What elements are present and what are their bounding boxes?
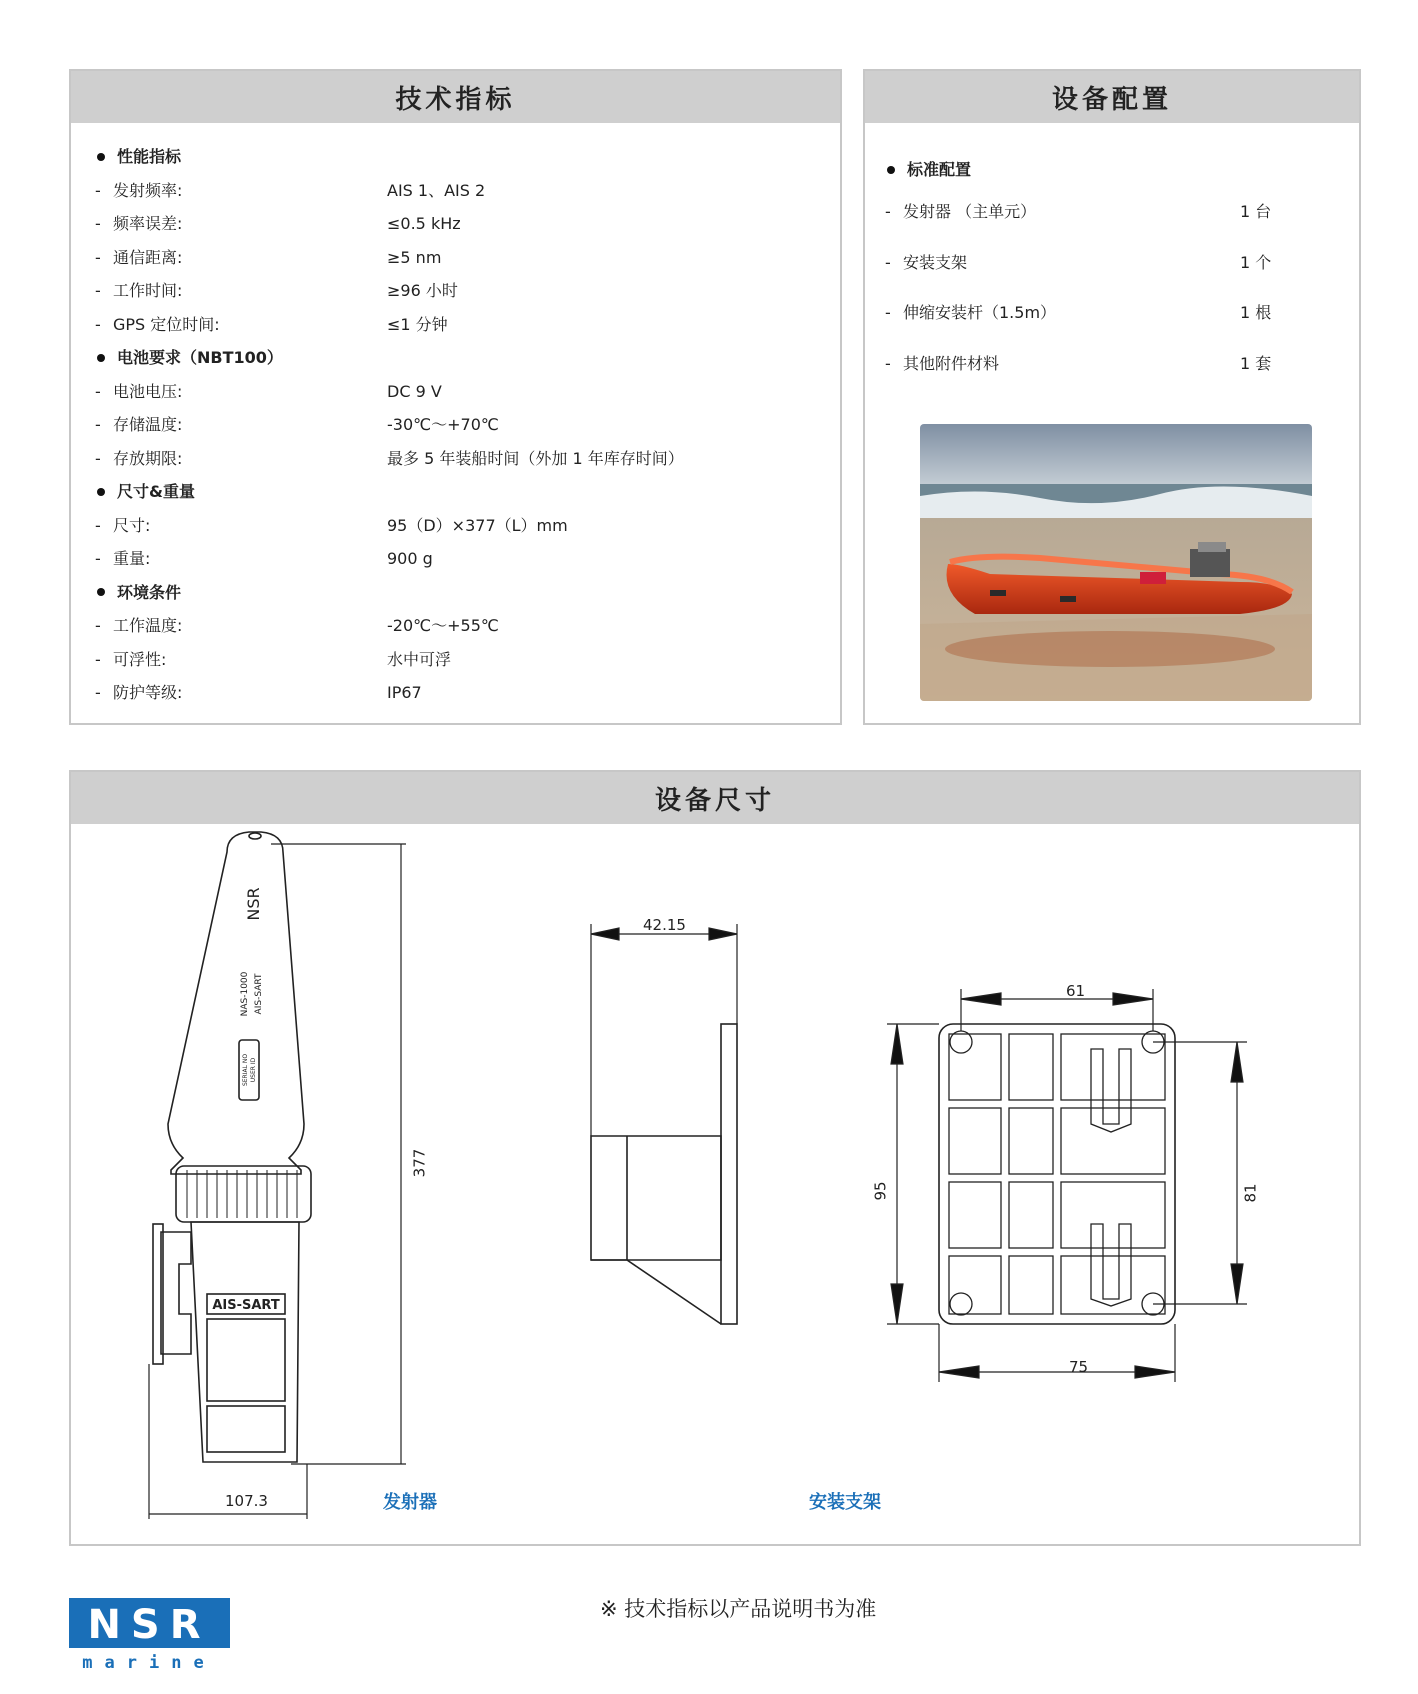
height-label: 377 <box>410 1148 429 1178</box>
spec-section-heading: 性能指标 <box>95 147 830 181</box>
spec-value: 水中可浮 <box>387 649 452 669</box>
footnote: ※ 技术指标以产品说明书为准 <box>600 1597 877 1621</box>
spec-row: - 发射频率: AIS 1、AIS 2 <box>95 180 486 200</box>
spec-row: - GPS 定位时间: ≤1 分钟 <box>95 314 448 334</box>
spec-row: - 防护等级: IP67 <box>95 683 422 702</box>
spec-value: ≤0.5 kHz <box>387 214 461 233</box>
spec-value: 900 g <box>387 549 433 568</box>
config-list <box>885 157 1339 401</box>
spec-value: AIS 1、AIS 2 <box>387 180 486 200</box>
spec-section-heading: 尺寸&重量 <box>95 482 830 516</box>
plate-right-label: 81 <box>1241 1183 1260 1203</box>
rescue-boat-photo <box>920 424 1312 701</box>
plate-top-label: 61 <box>1066 982 1086 1000</box>
bullet-icon <box>887 166 895 174</box>
spec-title: 技术指标 <box>71 71 840 123</box>
config-panel <box>863 69 1361 725</box>
spec-row: - 电池电压: DC 9 V <box>95 381 442 401</box>
bullet-icon <box>97 488 105 496</box>
nsr-marine-logo <box>69 1598 230 1673</box>
device-brand: NSR <box>244 887 263 921</box>
spec-value: DC 9 V <box>387 381 442 401</box>
bracket-caption: 安装支架 <box>809 1492 881 1513</box>
device-user: USER ID <box>250 1057 257 1083</box>
bullet-icon <box>97 354 105 362</box>
spec-value: IP67 <box>387 683 422 702</box>
spec-value: ≤1 分钟 <box>387 314 448 334</box>
spec-value: -30℃～+70℃ <box>387 415 499 434</box>
device-serial: SERIAL NO <box>242 1053 249 1087</box>
spec-row: - 工作时间: ≥96 小时 <box>95 281 458 300</box>
transmitter-outline <box>168 832 304 1174</box>
dimensions-title: 设备尺寸 <box>71 772 1359 824</box>
spec-value: ≥96 小时 <box>387 281 458 300</box>
spec-value: 最多 5 年装船时间（外加 1 年库存时间） <box>387 448 684 468</box>
spec-row: - 存储温度: -30℃～+70℃ <box>95 415 499 434</box>
spec-panel <box>69 69 842 725</box>
spec-value: 95（D）×377（L）mm <box>387 515 568 535</box>
device-model: NAS-1000 <box>240 971 250 1017</box>
bullet-icon <box>97 588 105 596</box>
bracket-side-view <box>591 1136 721 1260</box>
config-item: - 伸缩安装杆（1.5m） 1 根 <box>885 303 1272 322</box>
spec-value: ≥5 nm <box>387 247 442 267</box>
spec-row: - 存放期限: 最多 5 年装船时间（外加 1 年库存时间） <box>95 448 684 468</box>
spec-row: - 重量: 900 g <box>95 549 433 568</box>
spec-list <box>95 147 830 717</box>
device-badge: AIS-SART <box>212 1298 280 1313</box>
config-heading: 标准配置 <box>885 157 1339 199</box>
dimension-drawing <box>71 824 1359 1544</box>
config-title: 设备配置 <box>865 71 1359 123</box>
plate-left-label: 95 <box>871 1181 890 1201</box>
config-item: - 发射器 （主单元） 1 台 <box>885 202 1272 221</box>
spec-row: - 频率误差: ≤0.5 kHz <box>95 214 461 233</box>
spec-value: -20℃～+55℃ <box>387 616 499 635</box>
spec-row: - 工作温度: -20℃～+55℃ <box>95 616 499 635</box>
svg-text:marine: marine <box>82 1653 216 1673</box>
device-type: AIS-SART <box>254 973 264 1015</box>
spec-section-heading: 环境条件 <box>95 583 830 617</box>
bracket-depth-label: 42.15 <box>643 916 686 934</box>
config-item: - 其他附件材料 1 套 <box>885 353 1272 373</box>
config-item: - 安装支架 1 个 <box>885 252 1272 272</box>
dimensions-panel <box>69 770 1361 1546</box>
bullet-icon <box>97 153 105 161</box>
side-mount <box>161 1232 191 1354</box>
spec-row: - 可浮性: 水中可浮 <box>95 649 452 669</box>
transmitter-caption: 发射器 <box>383 1492 437 1513</box>
plate-bottom-label: 75 <box>1069 1358 1089 1376</box>
spec-row: - 通信距离: ≥5 nm <box>95 247 442 267</box>
width-label: 107.3 <box>225 1492 268 1510</box>
svg-text:NSR: NSR <box>87 1602 211 1648</box>
spec-row: - 尺寸: 95（D）×377（L）mm <box>95 515 568 535</box>
spec-section-heading: 电池要求（NBT100） <box>95 348 830 382</box>
